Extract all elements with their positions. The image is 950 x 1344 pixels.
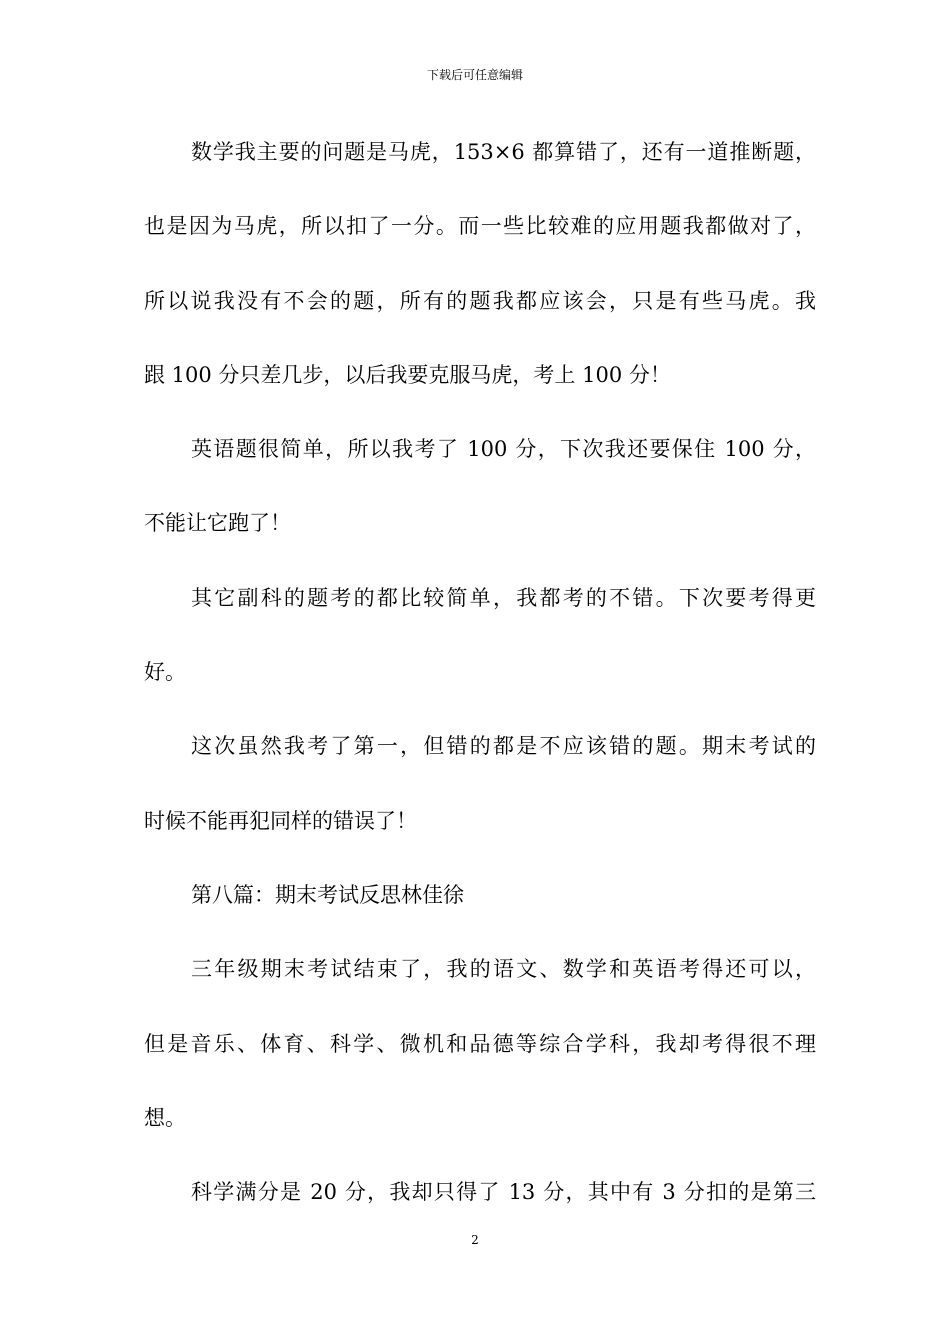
- document-body: [144, 127, 816, 1241]
- text-line: 不能让它跑了！: [144, 511, 291, 536]
- text-line: 其它副科的题考的都比较简单，我都考的不错。下次要考得更: [191, 585, 816, 610]
- text-line: 这次虽然我考了第一，但错的都是不应该错的题。期末考试的: [191, 734, 816, 759]
- text-line: 时候不能再犯同样的错误了！: [144, 808, 417, 833]
- text-line: 但是音乐、体育、科学、微机和品德等综合学科，我却考得很不理: [144, 1031, 816, 1056]
- header-note: 下载后可任意编辑: [426, 68, 523, 82]
- text-line: 科学满分是 20 分，我却只得了 13 分，其中有 3 分扣的是第三: [191, 1180, 816, 1205]
- text-line: 所以说我没有不会的题，所有的题我都应该会，只是有些马虎。我: [144, 288, 816, 313]
- text-line: 想。: [144, 1105, 186, 1130]
- text-line: 三年级期末考试结束了，我的语文、数学和英语考得还可以，: [191, 957, 816, 982]
- text-line: 英语题很简单，所以我考了 100 分，下次我还要保住 100 分，: [191, 437, 816, 462]
- section-heading: 第八篇：期末考试反思林佳徐: [191, 882, 464, 907]
- text-line: 好。: [144, 660, 186, 685]
- text-line: 跟 100 分只差几步，以后我要克服马虎，考上 100 分！: [144, 362, 671, 387]
- text-line: 也是因为马虎，所以扣了一分。而一些比较难的应用题我都做对了，: [144, 214, 816, 239]
- page-number: 2: [471, 1233, 479, 1247]
- text-line: 数学我主要的问题是马虎，153×6 都算错了，还有一道推断题，: [191, 140, 816, 164]
